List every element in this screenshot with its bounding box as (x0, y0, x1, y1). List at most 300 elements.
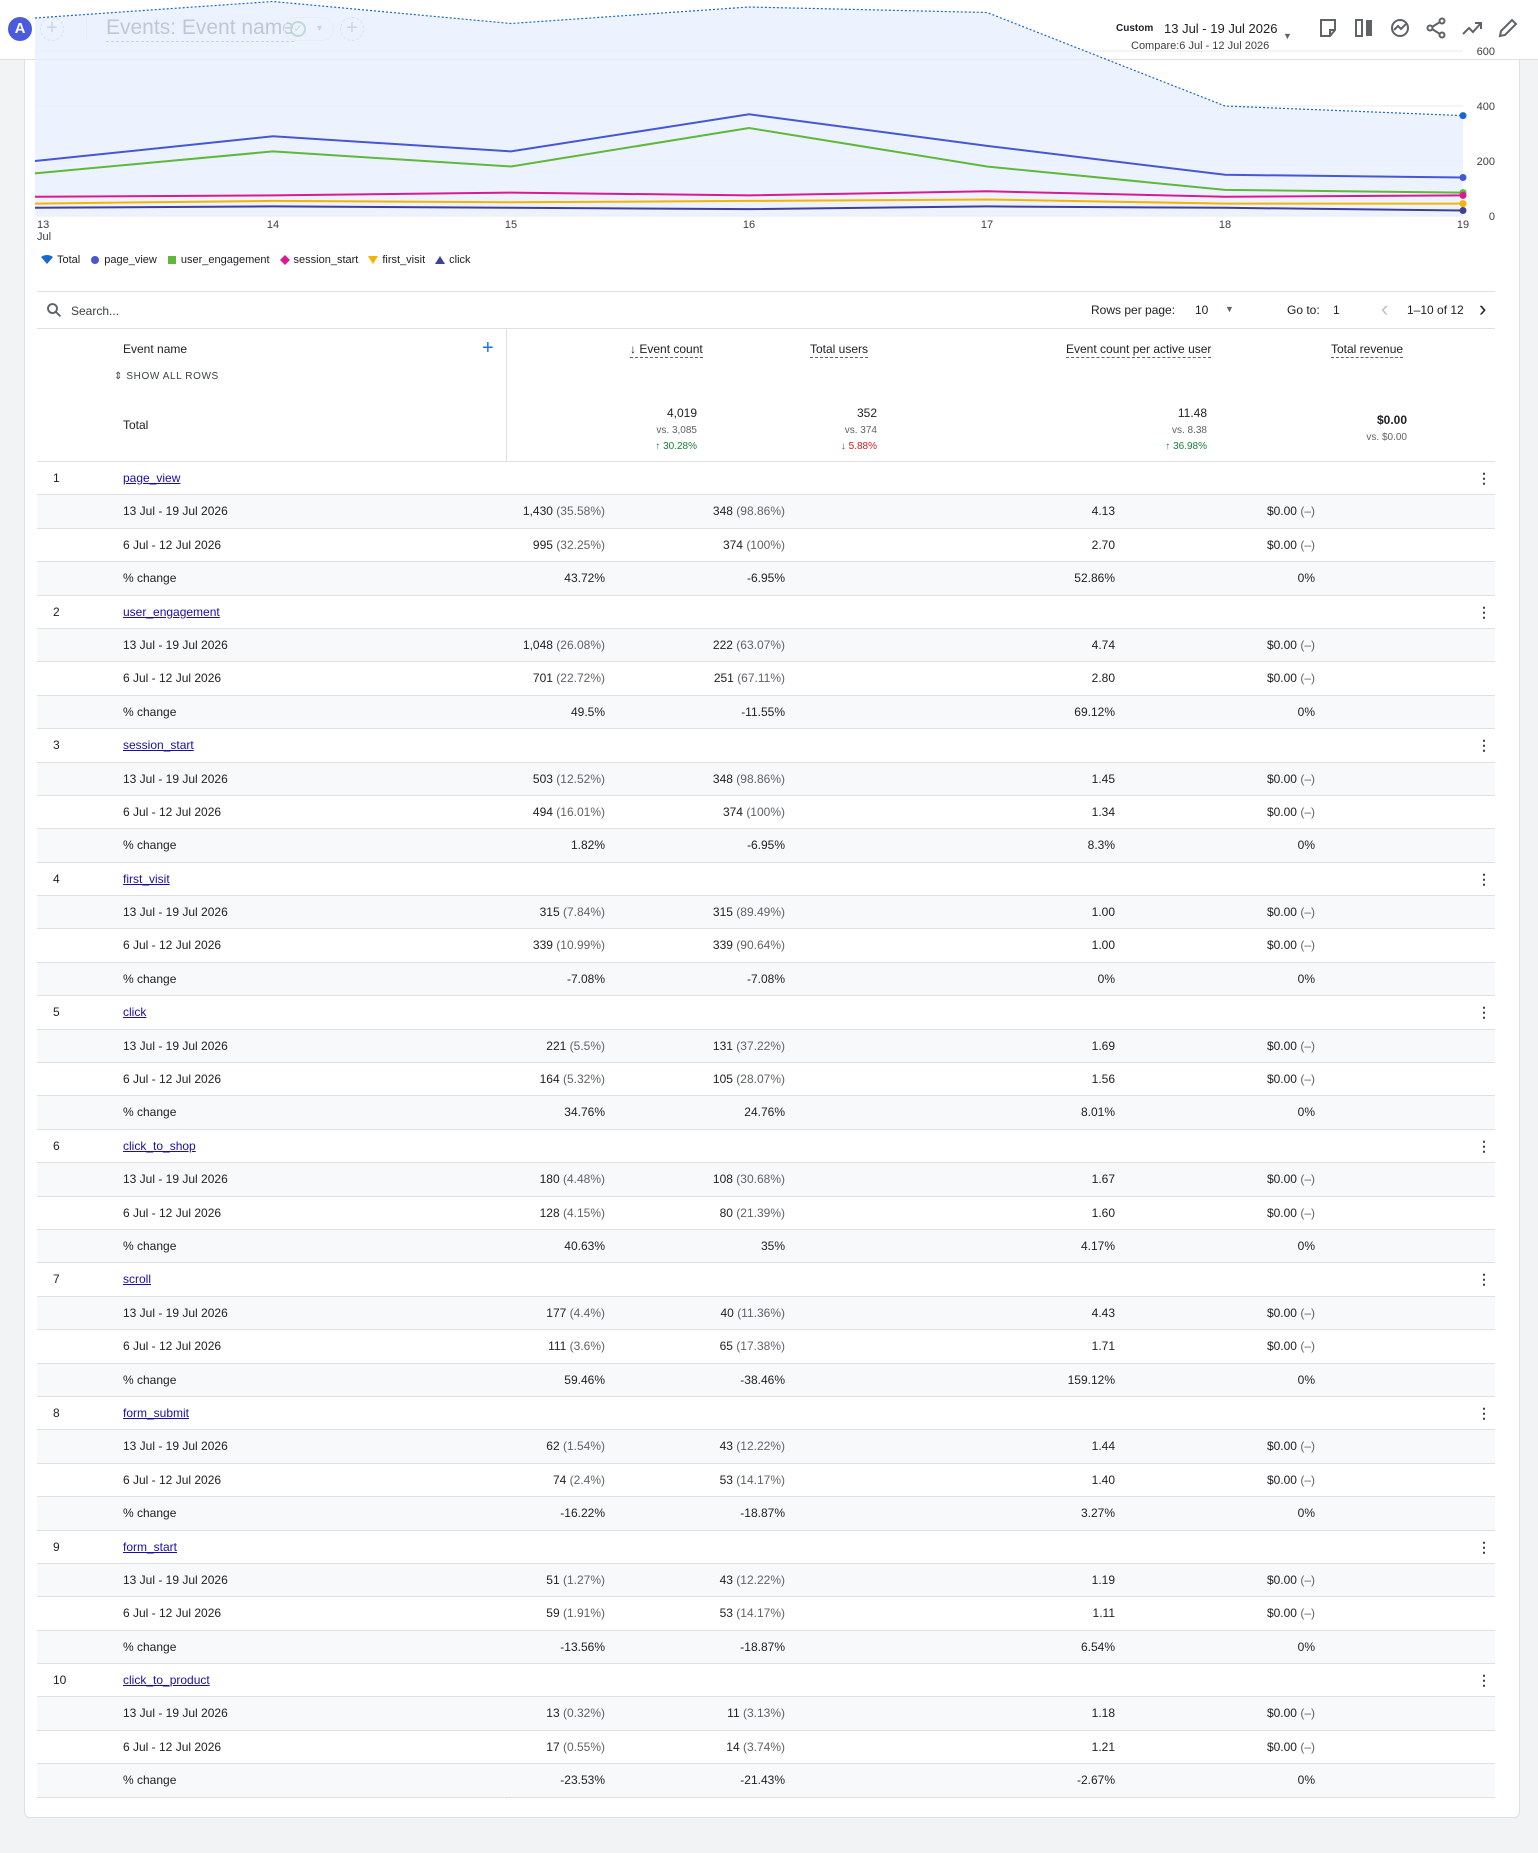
event-count-cell: -23.53% (560, 1773, 605, 1788)
more-vert-icon[interactable]: ⋮ (1477, 1538, 1491, 1555)
per-user-cell: 1.00 (1091, 905, 1115, 920)
revenue-value: $0.00 (1266, 1739, 1297, 1754)
total-users-cell: -18.87% (740, 1506, 785, 1521)
legend-item[interactable] (280, 254, 359, 266)
per-user-cell: 1.19 (1091, 1572, 1115, 1587)
table-row-change (37, 1230, 1495, 1263)
series-end-marker[interactable] (1460, 112, 1467, 119)
table-row-change (37, 829, 1495, 862)
col-total-users[interactable]: Total users (810, 342, 869, 356)
revenue-percent: (–) (1300, 1472, 1315, 1487)
event-count-percent: (4.15%) (562, 1205, 605, 1220)
event-name-link[interactable]: first_visit (123, 871, 170, 886)
legend-label: click (449, 254, 471, 266)
date-compare[interactable]: Compare:6 Jul - 12 Jul 2026 (1131, 40, 1270, 52)
per-user-cell: 1.18 (1091, 1706, 1115, 1721)
col-event-count[interactable] (630, 341, 703, 358)
event-name-link[interactable]: form_start (123, 1539, 178, 1554)
revenue-cell: 0% (1297, 1238, 1315, 1253)
share-icon[interactable] (1424, 16, 1448, 40)
event-count-percent: (0.55%) (562, 1739, 605, 1754)
col-event-count-label: Event count (639, 342, 703, 356)
table-row-previous-period (37, 796, 1495, 829)
revenue-percent: (–) (1300, 905, 1315, 920)
show-all-rows-label: SHOW ALL ROWS (126, 371, 219, 382)
row-number: 1 (53, 471, 60, 485)
event-name-link[interactable]: click (123, 1005, 147, 1020)
total-per-user-vs: vs. 8.38 (1171, 425, 1207, 436)
edit-pencil-icon[interactable] (1496, 16, 1520, 40)
x-tick-label: 17 (980, 219, 994, 231)
event-count-cell: -16.22% (560, 1506, 605, 1521)
period-label: 13 Jul - 19 Jul 2026 (123, 1305, 228, 1320)
series-end-marker[interactable] (1460, 192, 1467, 199)
legend-item[interactable] (368, 254, 425, 266)
event-count-cell (523, 629, 605, 662)
total-users-change (717, 440, 877, 454)
event-count-cell (533, 929, 605, 962)
per-user-cell: 4.74 (1091, 637, 1115, 652)
legend-label: session_start (293, 254, 359, 266)
diamond-marker-icon (280, 255, 290, 265)
event-count-cell (546, 1297, 605, 1330)
rows-dropdown-icon[interactable]: ▼ (1225, 304, 1234, 314)
period-label: 6 Jul - 12 Jul 2026 (123, 1072, 222, 1087)
total-users-value: 352 (856, 406, 877, 420)
prev-page-icon[interactable]: ‹ (1381, 296, 1389, 321)
table-row-event[interactable] (37, 596, 1495, 629)
total-users-percent: (12.22%) (736, 1572, 785, 1587)
total-users-cell (713, 1163, 785, 1196)
total-per-user (1047, 405, 1207, 454)
revenue-percent: (–) (1300, 1305, 1315, 1320)
total-users-percent: (14.17%) (736, 1472, 785, 1487)
period-label: % change (123, 971, 177, 986)
period-label: 6 Jul - 12 Jul 2026 (123, 1205, 222, 1220)
change-value: 36.98% (1173, 441, 1207, 452)
total-users-percent: (12.22%) (736, 1439, 785, 1454)
search-icon (45, 301, 63, 319)
event-count-percent: (16.01%) (556, 804, 605, 819)
per-user-cell: 4.13 (1091, 504, 1115, 519)
event-count-percent: (10.99%) (556, 938, 605, 953)
revenue-value: $0.00 (1266, 1072, 1297, 1087)
revenue-cell (1267, 1597, 1315, 1630)
square-marker-icon (167, 255, 177, 265)
total-users-cell (713, 1030, 785, 1063)
event-count-cell (546, 1564, 605, 1597)
avatar[interactable]: A (8, 17, 32, 41)
x-tick-label: 16 (742, 219, 756, 231)
period-label: % change (123, 1238, 177, 1253)
event-count-percent: (2.4%) (569, 1472, 605, 1487)
date-dropdown-icon[interactable]: ▼ (1283, 31, 1292, 41)
table-row-previous-period (37, 662, 1495, 695)
revenue-percent: (–) (1300, 1205, 1315, 1220)
table-row-event[interactable] (37, 863, 1495, 896)
arrow-up-icon: ↑ (655, 441, 664, 452)
total-users-cell (720, 1197, 785, 1230)
event-count-cell (540, 1197, 605, 1230)
event-count-cell: -7.08% (566, 971, 605, 986)
revenue-cell (1267, 796, 1315, 829)
period-label: 6 Jul - 12 Jul 2026 (123, 938, 222, 953)
revenue-cell (1267, 1731, 1315, 1764)
revenue-value: $0.00 (1266, 1572, 1297, 1587)
table-row-event[interactable] (37, 1531, 1495, 1564)
add-dimension-icon[interactable]: + (482, 337, 494, 359)
insights-icon[interactable] (1388, 16, 1412, 40)
revenue-cell (1267, 896, 1315, 929)
total-users-vs: vs. 374 (844, 425, 877, 436)
event-count-cell (546, 1697, 605, 1730)
total-users-cell: 24.76% (744, 1105, 785, 1120)
total-users-value: 65 (719, 1339, 733, 1354)
total-users-cell (720, 1430, 785, 1463)
total-users-percent: (67.11%) (737, 671, 785, 686)
more-vert-icon[interactable]: ⋮ (1477, 737, 1491, 754)
event-count-cell (546, 1597, 605, 1630)
per-user-cell: 2.70 (1091, 537, 1115, 552)
event-name-link[interactable]: user_engagement (123, 604, 220, 619)
total-event-count-change (537, 440, 697, 454)
x-tick-label: 13 (37, 219, 50, 231)
revenue-value: $0.00 (1266, 1472, 1297, 1487)
total-users (717, 405, 877, 454)
event-count-cell: 40.63% (564, 1238, 605, 1253)
total-users-percent: (3.13%) (742, 1706, 785, 1721)
event-count-value: 995 (532, 537, 553, 552)
table-row-current-period (37, 1297, 1495, 1330)
notes-icon[interactable] (1316, 16, 1340, 40)
total-users-value: 315 (712, 905, 733, 920)
event-count-percent: (22.72%) (556, 671, 605, 686)
revenue-value: $0.00 (1266, 1606, 1297, 1621)
table-row-event[interactable] (37, 462, 1495, 495)
per-user-cell: 1.21 (1091, 1739, 1115, 1754)
table-row-event[interactable] (37, 1130, 1495, 1163)
show-all-rows-button[interactable] (114, 371, 219, 382)
revenue-value: $0.00 (1266, 938, 1297, 953)
next-page-icon[interactable]: › (1479, 296, 1487, 321)
col-event-name[interactable]: Event name (123, 342, 188, 356)
per-user-cell: 52.86% (1074, 571, 1115, 586)
more-vert-icon[interactable]: ⋮ (1477, 1137, 1491, 1154)
revenue-cell (1267, 1330, 1315, 1363)
legend-item[interactable] (435, 254, 470, 266)
event-count-value: 128 (539, 1205, 560, 1220)
row-number: 3 (53, 738, 60, 753)
total-users-value: 53 (719, 1606, 733, 1621)
period-label: 6 Jul - 12 Jul 2026 (123, 804, 222, 819)
revenue-cell: 0% (1297, 1506, 1315, 1521)
revenue-cell (1267, 495, 1315, 528)
total-users-percent: (11.36%) (737, 1305, 785, 1320)
total-users-value: 14 (726, 1739, 740, 1754)
total-users-percent: (63.07%) (736, 637, 785, 652)
event-name-link[interactable]: click_to_product (123, 1673, 210, 1688)
total-users-percent: (30.68%) (736, 1172, 785, 1187)
expand-icon: ⇕ (114, 371, 127, 382)
page-range: 1–10 of 12 (1407, 303, 1464, 317)
revenue-percent: (–) (1300, 1439, 1315, 1454)
total-users-cell (726, 1731, 785, 1764)
revenue-percent: (–) (1300, 1606, 1315, 1621)
more-vert-icon[interactable]: ⋮ (1477, 870, 1491, 887)
event-count-value: 51 (546, 1572, 560, 1587)
event-count-cell: -13.56% (560, 1639, 605, 1654)
sort-down-icon: ↓ (630, 342, 640, 356)
event-count-percent: (5.32%) (562, 1072, 605, 1087)
total-users-cell (713, 495, 785, 528)
event-name-link[interactable]: scroll (123, 1272, 152, 1287)
y-tick-label: 400 (1476, 101, 1495, 113)
revenue-value: $0.00 (1266, 637, 1297, 652)
period-label: 6 Jul - 12 Jul 2026 (123, 671, 222, 686)
table-row-event[interactable] (37, 729, 1495, 762)
revenue-percent: (–) (1300, 1739, 1315, 1754)
total-users-value: 80 (719, 1205, 733, 1220)
legend-label: page_view (104, 254, 157, 266)
total-users-value: 105 (712, 1072, 733, 1087)
period-label: % change (123, 1773, 177, 1788)
event-count-cell: 34.76% (564, 1105, 605, 1120)
per-user-cell: 2.80 (1091, 671, 1115, 686)
per-user-cell: 1.40 (1091, 1472, 1115, 1487)
revenue-value: $0.00 (1266, 1172, 1297, 1187)
revenue-cell (1267, 1297, 1315, 1330)
total-users-cell (723, 529, 785, 562)
event-count-cell (533, 796, 605, 829)
event-count-value: 1,048 (522, 637, 553, 652)
event-count-cell: 59.46% (564, 1372, 605, 1387)
revenue-percent: (–) (1300, 671, 1315, 686)
total-users-cell (713, 896, 785, 929)
arrow-up-icon: ↑ (1165, 441, 1174, 452)
rows-per-page-select[interactable]: 10 (1195, 303, 1209, 317)
table-row-event[interactable] (37, 1664, 1495, 1697)
total-per-user-value: 11.48 (1177, 406, 1207, 420)
date-custom-label: Custom (1116, 23, 1154, 34)
period-label: 6 Jul - 12 Jul 2026 (123, 1606, 222, 1621)
more-vert-icon[interactable]: ⋮ (1477, 1004, 1491, 1021)
total-revenue (1247, 412, 1407, 447)
event-count-cell (540, 896, 605, 929)
table-row-previous-period (37, 1731, 1495, 1764)
more-vert-icon[interactable]: ⋮ (1477, 1404, 1491, 1421)
period-label: % change (123, 1639, 177, 1654)
event-count-cell (548, 1330, 605, 1363)
period-label: % change (123, 704, 177, 719)
total-users-cell: -6.95% (746, 571, 785, 586)
row-number: 9 (53, 1539, 60, 1554)
pin-marker-icon (41, 255, 53, 265)
event-count-value: 111 (548, 1339, 567, 1354)
per-user-cell: 1.56 (1091, 1072, 1115, 1087)
event-count-value: 701 (532, 671, 553, 686)
series-end-marker[interactable] (1460, 200, 1467, 207)
revenue-percent: (–) (1300, 1572, 1315, 1587)
event-count-cell (523, 495, 605, 528)
period-label: 13 Jul - 19 Jul 2026 (123, 1038, 228, 1053)
period-label: % change (123, 838, 177, 853)
event-count-value: 503 (532, 771, 553, 786)
event-name-link[interactable]: click_to_shop (123, 1138, 196, 1153)
event-count-percent: (3.6%) (569, 1339, 605, 1354)
event-count-value: 1,430 (522, 504, 553, 519)
more-vert-icon[interactable]: ⋮ (1477, 1271, 1491, 1288)
revenue-value: $0.00 (1266, 1038, 1297, 1053)
event-name-link[interactable]: form_submit (123, 1405, 190, 1420)
period-label: 13 Jul - 19 Jul 2026 (123, 1706, 228, 1721)
y-tick-label: 200 (1476, 156, 1495, 168)
revenue-cell (1267, 529, 1315, 562)
table-row-current-period (37, 629, 1495, 662)
period-label: 13 Jul - 19 Jul 2026 (123, 504, 228, 519)
revenue-cell (1267, 1063, 1315, 1096)
total-users-cell (714, 662, 785, 695)
table-header (37, 329, 1495, 462)
event-count-value: 164 (539, 1072, 560, 1087)
revenue-percent: (–) (1300, 537, 1315, 552)
table-row-change (37, 562, 1495, 595)
triangle-down-marker-icon (368, 255, 378, 265)
more-vert-icon[interactable]: ⋮ (1477, 470, 1491, 486)
total-users-percent: (28.07%) (736, 1072, 785, 1087)
series-end-marker[interactable] (1460, 207, 1467, 214)
event-count-percent: (1.91%) (562, 1606, 605, 1621)
goto-input[interactable]: 1 (1333, 303, 1340, 317)
total-label: Total (123, 418, 149, 432)
revenue-value: $0.00 (1266, 671, 1297, 686)
total-users-value: 11 (727, 1706, 740, 1721)
per-user-cell: -2.67% (1076, 1773, 1115, 1788)
date-range[interactable]: 13 Jul - 19 Jul 2026 (1164, 21, 1278, 36)
table-row-event[interactable] (37, 1263, 1495, 1296)
revenue-cell: 0% (1297, 704, 1315, 719)
total-users-percent: (100%) (746, 537, 785, 552)
period-label: % change (123, 571, 177, 586)
compare-columns-icon[interactable] (1352, 16, 1376, 40)
event-count-percent: (12.52%) (556, 771, 605, 786)
table-row-event[interactable] (37, 1397, 1495, 1430)
period-label: 6 Jul - 12 Jul 2026 (123, 1739, 222, 1754)
col-event-count-per-user[interactable]: Event count per active user (1066, 342, 1212, 356)
table-row-previous-period (37, 1330, 1495, 1363)
change-value: 30.28% (663, 441, 697, 452)
table-row-previous-period (37, 929, 1495, 962)
event-count-value: 315 (539, 905, 560, 920)
more-vert-icon[interactable]: ⋮ (1477, 1672, 1491, 1689)
event-count-cell (546, 1731, 605, 1764)
event-count-value: 59 (546, 1606, 560, 1621)
per-user-cell: 6.54% (1080, 1639, 1115, 1654)
event-count-percent: (1.27%) (562, 1572, 605, 1587)
revenue-percent: (–) (1300, 804, 1315, 819)
more-vert-icon[interactable]: ⋮ (1477, 603, 1491, 620)
revenue-percent: (–) (1300, 1339, 1315, 1354)
x-tick-label: 14 (266, 219, 280, 231)
total-users-percent: (17.38%) (736, 1339, 785, 1354)
event-count-cell (546, 1030, 605, 1063)
per-user-cell: 1.69 (1091, 1038, 1115, 1053)
total-users-value: 222 (712, 637, 733, 652)
revenue-percent: (–) (1300, 1072, 1315, 1087)
event-count-cell (533, 763, 605, 796)
per-user-cell: 1.67 (1091, 1172, 1115, 1187)
table-row-change (37, 963, 1495, 996)
total-revenue-vs: vs. $0.00 (1366, 432, 1407, 443)
event-count-percent: (4.48%) (562, 1172, 605, 1187)
legend-label: first_visit (382, 254, 426, 266)
legend-item[interactable] (41, 254, 80, 266)
event-name-link[interactable]: session_start (123, 738, 194, 753)
event-count-percent: (35.58%) (556, 504, 605, 519)
total-users-value: 348 (712, 504, 733, 519)
revenue-cell (1267, 629, 1315, 662)
total-users-cell: -21.43% (740, 1773, 785, 1788)
revenue-cell (1267, 1030, 1315, 1063)
event-count-cell (553, 1464, 605, 1497)
revenue-cell (1267, 1464, 1315, 1497)
revenue-cell: 0% (1297, 838, 1315, 853)
period-label: 13 Jul - 19 Jul 2026 (123, 771, 228, 786)
table-body (37, 462, 1495, 1798)
table-row-event[interactable] (37, 996, 1495, 1029)
series-end-marker[interactable] (1460, 174, 1467, 181)
total-event-count-value: 4,019 (666, 406, 697, 420)
total-users-cell: -18.87% (740, 1639, 785, 1654)
table-row-previous-period (37, 1063, 1495, 1096)
event-count-cell (540, 1163, 605, 1196)
search-input[interactable] (71, 301, 371, 321)
col-total-revenue[interactable]: Total revenue (1331, 342, 1404, 356)
total-users-cell (713, 929, 785, 962)
table-toolbar (37, 291, 1495, 329)
revenue-cell: 0% (1297, 1773, 1315, 1788)
event-count-percent: (5.5%) (569, 1038, 605, 1053)
total-users-value: 53 (719, 1472, 733, 1487)
table-row-previous-period (37, 1197, 1495, 1230)
legend-item[interactable] (167, 254, 270, 266)
revenue-cell (1267, 1697, 1315, 1730)
period-label: 13 Jul - 19 Jul 2026 (123, 1439, 228, 1454)
revenue-percent: (–) (1300, 1706, 1315, 1721)
period-label: % change (123, 1506, 177, 1521)
row-number: 10 (53, 1673, 67, 1688)
total-users-value: 131 (712, 1038, 733, 1053)
row-number: 5 (53, 1005, 60, 1020)
total-users-value: 374 (722, 537, 743, 552)
event-name-link[interactable]: page_view (123, 471, 181, 485)
total-users-cell (720, 1297, 785, 1330)
row-number: 8 (53, 1405, 60, 1420)
period-label: 13 Jul - 19 Jul 2026 (123, 637, 228, 652)
total-users-percent: (37.22%) (736, 1038, 785, 1053)
total-users-value: 40 (720, 1305, 734, 1320)
table-row-previous-period (37, 529, 1495, 562)
row-number: 7 (53, 1272, 60, 1287)
revenue-value: $0.00 (1266, 1305, 1297, 1320)
event-count-value: 74 (552, 1472, 567, 1487)
revenue-percent: (–) (1300, 938, 1315, 953)
legend-item[interactable] (90, 254, 157, 266)
event-count-value: 339 (532, 938, 553, 953)
revenue-cell: 0% (1297, 971, 1315, 986)
trend-icon[interactable] (1460, 16, 1484, 40)
table-row-current-period (37, 495, 1495, 528)
x-tick-label: 19 (1456, 219, 1470, 231)
